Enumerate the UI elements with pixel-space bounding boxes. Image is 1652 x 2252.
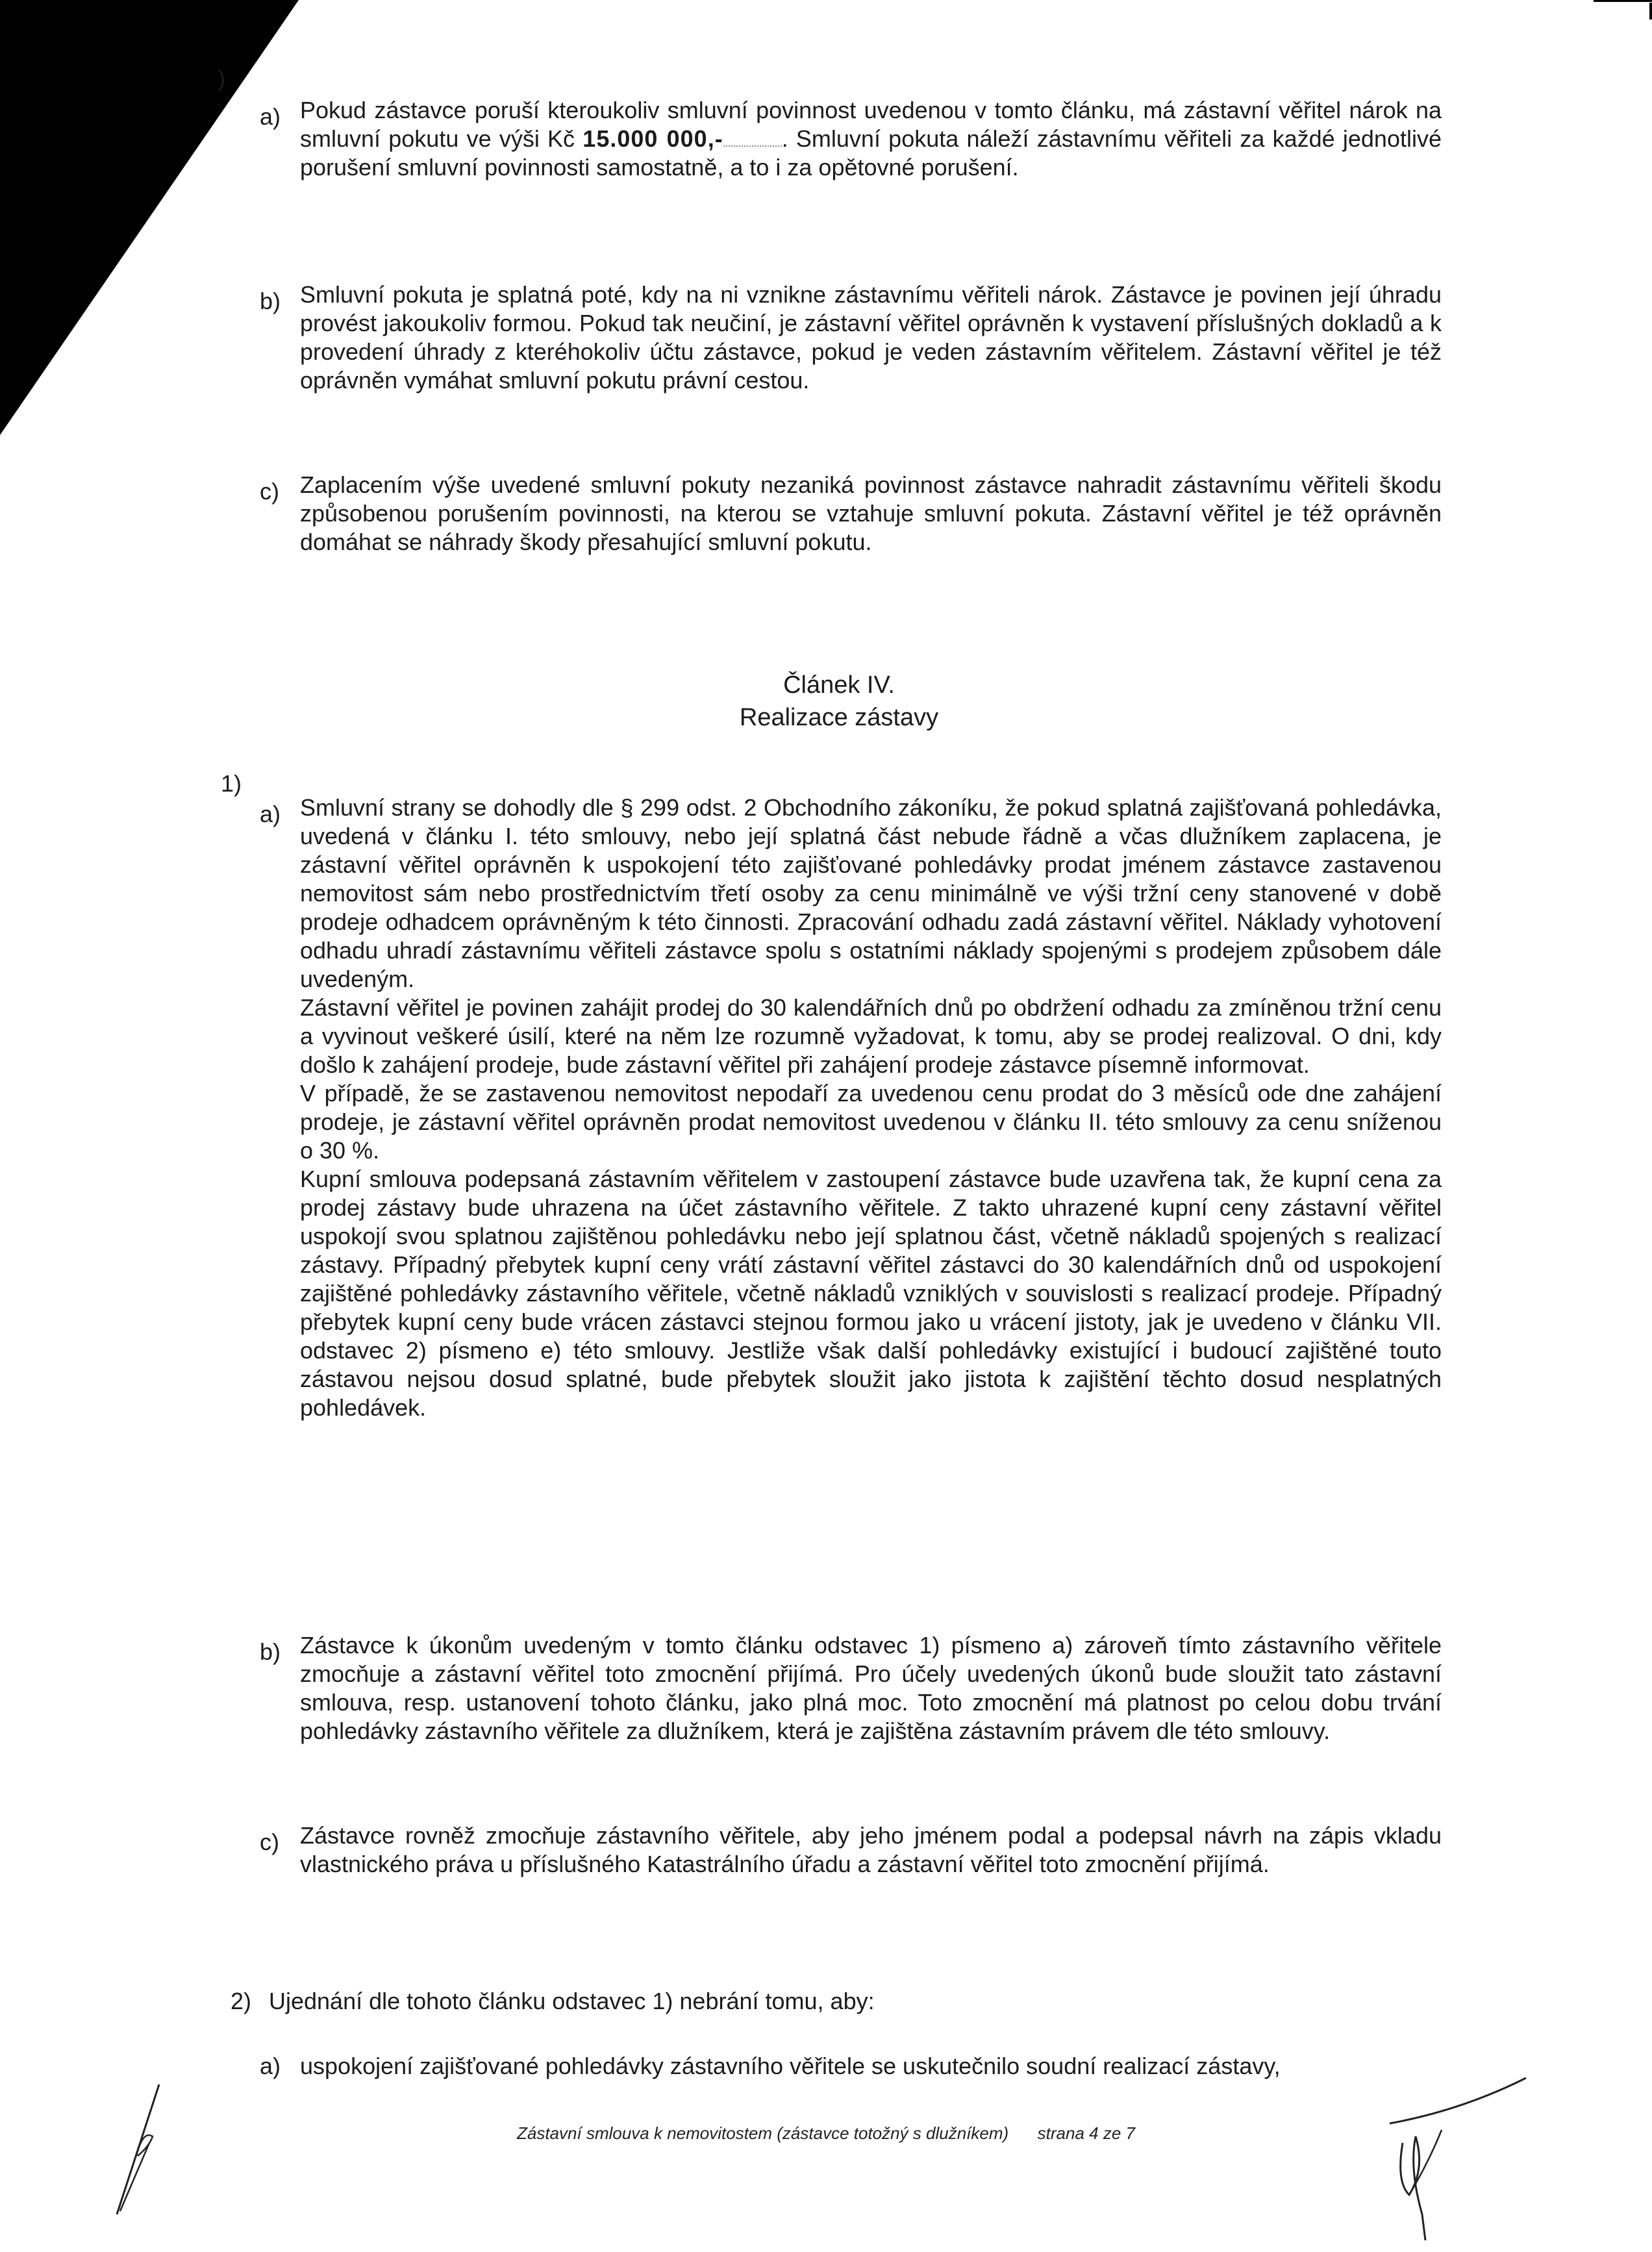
section-1c-text: Zástavce rovněž zmocňuje zástavního věřitele, aby jeho jménem podal a podepsal návrh na zápis vkladu vlastnického práva u příslušného Katastrálního úřadu a zástavní věřitel toto zmocnění přijímá. <box>300 1822 1442 1877</box>
section-1b-label: b) <box>260 1638 281 1665</box>
initials-right-signature <box>1364 2065 1533 2247</box>
section-2a-text: uspokojení zajišťované pohledávky zástavního věřitele se uskutečnilo soudní realizací zástavy, <box>300 2053 1281 2079</box>
penalty-amount: 15.000 000,- <box>582 125 723 152</box>
scan-corner-mark <box>1594 0 1652 2</box>
section-1b-text: Zástavce k úkonům uvedeným v tomto článku odstavec 1) písmeno a) zároveň tímto zástavního věřitele zmocňuje a zástavní věřitel toto zmocnění přijímá. Pro účely uvedených úkonů bude sloužit tato zástavní smlouva, resp. ustanovení tohoto článku, jako plná moc. Toto zmocnění má platnost po celou dobu trvání pohledávky zástavního věřitele za dlužníkem, která je zajištěna zástavním právem dle této smlouvy. <box>300 1632 1442 1744</box>
initials-left-signature <box>97 2065 175 2221</box>
section-3a-text-before: Pokud zástavce poruší kteroukoliv smluvní povinnost uvedenou v tomto článku, má zástavní věřitel nárok na smluvní pokutu ve výši Kč <box>300 97 1442 152</box>
section-1a-label: a) <box>260 801 281 827</box>
section-1a-paragraph-2: Zástavní věřitel je povinen zahájit prodej do 30 kalendářních dnů po obdržení odhadu za zmíněnou tržní cenu a vyvinout veškeré úsilí, které na něm lze rozumně vyžadovat, k tomu, aby se prodej realizoval. O dni, kdy došlo k zahájení prodeje, bude zástavní věřitel při zahájení prodeje zástavce písemně informovat. <box>300 994 1442 1078</box>
section-3a-label: a) <box>260 103 281 130</box>
amount-dotted-line <box>723 139 782 147</box>
article-title: Realizace zástavy <box>739 704 939 731</box>
section-3b-label: b) <box>260 288 281 314</box>
section-3-marker: ) <box>218 65 225 92</box>
section-1-label: 1) <box>221 770 242 797</box>
footer-page-number: strana 4 ze 7 <box>1037 2123 1135 2143</box>
section-3b-text: Smluvní pokuta je splatná poté, kdy na ni vznikne zástavnímu věřiteli nárok. Zástavce je povinen její úhradu provést jakoukoliv formou. Pokud tak neučiní, je zástavní věřitel oprávněn k vystavení příslušných dokladů a k provedení úhrady z kteréhokoliv účtu zástavce, pokud je veden zástavním věřitelem. Zástavní věřitel je též oprávněn vymáhat smluvní pokutu právní cestou. <box>300 281 1442 394</box>
scan-edge-shadow <box>0 0 299 435</box>
section-3a-text-after: . Smluvní pokuta náleží zástavnímu věřiteli za každé jednotlivé porušení smluvní povinnosti samostatně, a to i za opětovné porušení. <box>300 125 1442 181</box>
article-number: Článek IV. <box>783 671 895 699</box>
section-1a-paragraph-3: V případě, že se zastavenou nemovitost nepodaří za uvedenou cenu prodat do 3 měsíců ode dne zahájení prodeje, je zástavní věřitel oprávněn prodat nemovitost uvedenou v článku II. této smlouvy za cenu sníženou o 30 %. <box>300 1080 1442 1164</box>
section-3c-label: c) <box>260 478 279 505</box>
section-2-text: Ujednání dle tohoto článku odstavec 1) nebrání tomu, aby: <box>269 1988 875 2014</box>
section-1a-paragraph-1: Smluvní strany se dohodly dle § 299 odst. 2 Obchodního zákoníku, že pokud splatná zajišťovaná pohledávka, uvedená v článku I. této smlouvy, nebo její splatná část nebude řádně a včas dlužníkem zaplacena, je zástavní věřitel oprávněn k uspokojení této zajišťované pohledávky prodat jménem zástavce zastavenou nemovitost sám nebo prostřednictvím třetí osoby za cenu minimálně ve výši tržní ceny stanovené v době prodeje odhadcem oprávněným k této činnosti. Zpracování odhadu zadá zástavní věřitel. Náklady vyhotovení odhadu uhradí zástavnímu věřiteli zástavce spolu s ostatními náklady spojenými s prodejem způsobem dále uvedeným. <box>300 794 1442 992</box>
section-3c-text: Zaplacením výše uvedené smluvní pokuty nezaniká povinnost zástavce nahradit zástavnímu věřiteli škodu způsobenou porušením povinnosti, na kterou se vztahuje smluvní pokuta. Zástavní věřitel je též oprávněn domáhat se náhrady škody přesahující smluvní pokutu. <box>300 471 1442 555</box>
scan-corner-mark-vertical <box>1649 3 1652 19</box>
section-1a-paragraph-4: Kupní smlouva podepsaná zástavním věřitelem v zastoupení zástavce bude uzavřena tak, že kupní cena za prodej zástavy bude uhrazena na účet zástavního věřitele. Z takto uhrazené kupní ceny zástavní věřitel uspokojí svou splatnou zajištěnou pohledávku nebo její splatnou část, včetně nákladů spojených s realizací zástavy. Případný přebytek kupní ceny vrátí zástavní věřitel zástavci do 30 kalendářních dnů od uspokojení zajištěné pohledávky zástavního věřitele, včetně nákladů vzniklých v souvislosti s realizací prodeje. Případný přebytek kupní ceny bude vrácen zástavci stejnou formou jako u vrácení jistoty, jak je uvedeno v článku VII. odstavec 2) písmeno e) této smlouvy. Jestliže však další pohledávky existující i budoucí zajištěné touto zástavou nejsou dosud splatné, bude přebytek sloužit jako jistota k zajištění těchto dosud nesplatných pohledávek. <box>300 1166 1442 1421</box>
footer-title: Zástavní smlouva k nemovitostem (zástavce totožný s dlužníkem) <box>517 2123 1009 2143</box>
section-1a-text <box>300 794 1442 1422</box>
section-1c-label: c) <box>260 1829 279 1855</box>
section-2-label: 2) <box>231 1988 252 2014</box>
section-2a-label: a) <box>260 2053 281 2079</box>
section-3a-text <box>300 96 1442 182</box>
